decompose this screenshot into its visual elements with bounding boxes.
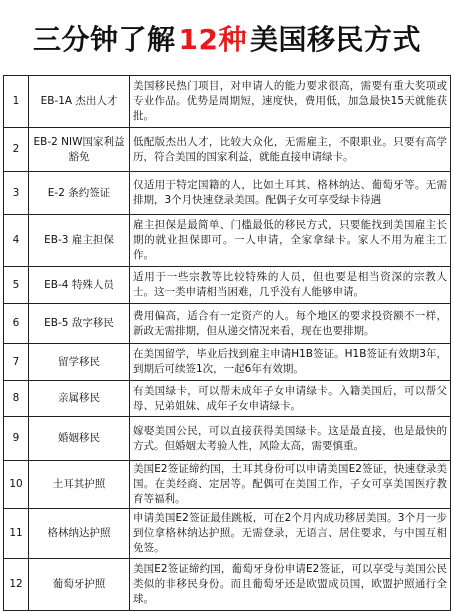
table-row <box>4 76 451 128</box>
table-row <box>4 304 451 344</box>
method-description: 费用偏高，适合有一定资产的人。每个地区的要求投资额不一样，新政无需排期，但从递交情况来看，现在也要排期。 <box>130 304 451 344</box>
table-row <box>4 172 451 215</box>
method-name: EB-4 特殊人员 <box>29 267 130 304</box>
row-number: 11 <box>4 509 29 559</box>
title-prefix: 三分钟了解 <box>33 22 176 56</box>
method-description: 美国移民热门项目，对申请人的能力要求很高，需要有重大奖项或专业作品。优势是周期短，速度快，费用低，加急最快15天就能获批。 <box>130 76 451 128</box>
table-row <box>4 461 451 509</box>
method-description: 低配版杰出人才，比较大众化，无需雇主，不限职业。只要有高学历，符合美国的国家利益，就能直接申请绿卡。 <box>130 128 451 172</box>
method-description: 仅适用于特定国籍的人，比如土耳其、格林纳达、葡萄牙等。无需排期，3个月快速登录美国。配偶子女可享受绿卡待遇 <box>130 172 451 215</box>
table-row <box>4 344 451 381</box>
method-name: E-2 条约签证 <box>29 172 130 215</box>
row-number: 6 <box>4 304 29 344</box>
row-number: 4 <box>4 215 29 267</box>
row-number: 1 <box>4 76 29 128</box>
method-description: 美国E2签证缔约国，葡萄牙身份申请E2签证，可以享受与美国公民类似的非移民身份。而且葡萄牙还是欧盟成员国，欧盟护照通行全球。 <box>130 559 451 611</box>
row-number: 5 <box>4 267 29 304</box>
method-name: EB-5 敌字移民 <box>29 304 130 344</box>
immigration-methods-table <box>3 75 451 611</box>
table-row <box>4 215 451 267</box>
row-number: 12 <box>4 559 29 611</box>
table-row <box>4 559 451 611</box>
method-name: 婚姻移民 <box>29 417 130 461</box>
method-description: 美国E2签证缔约国，土耳其身份可以申请美国E2签证，快速登录美国。在美经商、定居等。配偶可在美国工作，子女可享美国医疗教育等福利。 <box>130 461 451 509</box>
method-name: 土耳其护照 <box>29 461 130 509</box>
method-description: 嫁娶美国公民，可以直接获得美国绿卡。这是最直接，也是最快的方式。但婚姻太考验人性，风险太高，需要慎重。 <box>130 417 451 461</box>
row-number: 9 <box>4 417 29 461</box>
table-row <box>4 417 451 461</box>
method-description: 适用于一些宗教等比较特殊的人员，但也要是相当资深的宗教人士。这一类申请相当困难，几乎没有人能够申请。 <box>130 267 451 304</box>
table-row <box>4 381 451 417</box>
method-name: 亲属移民 <box>29 381 130 417</box>
method-name: EB-3 雇主担保 <box>29 215 130 267</box>
method-description: 申请美国E2签证最佳跳板，可在2个月内成功移居美国。3个月一步到位拿格林纳达护照。无需登录，无语言、居住要求，与中国互相免签。 <box>130 509 451 559</box>
table-row <box>4 128 451 172</box>
method-description: 雇主担保是最简单、门槛最低的移民方式，只要能找到美国雇主长期的就业担保即可。一人申请，全家拿绿卡。家人不用为雇主工作。 <box>130 215 451 267</box>
row-number: 8 <box>4 381 29 417</box>
row-number: 10 <box>4 461 29 509</box>
method-name: EB-2 NIW国家利益豁免 <box>29 128 130 172</box>
method-name: EB-1A 杰出人才 <box>29 76 130 128</box>
row-number: 3 <box>4 172 29 215</box>
title-suffix: 美国移民方式 <box>249 22 421 56</box>
title-highlight: 12种 <box>178 22 247 56</box>
page-title <box>0 0 454 75</box>
method-name: 留学移民 <box>29 344 130 381</box>
method-description: 有美国绿卡，可以帮未成年子女申请绿卡。入籍美国后，可以帮父母、兄弟姐妹、成年子女申请绿卡。 <box>130 381 451 417</box>
method-name: 格林纳达护照 <box>29 509 130 559</box>
method-description: 在美国留学，毕业后找到雇主申请H1B签证。H1B签证有效期3年，到期后可续签1次，一起6年有效期。 <box>130 344 451 381</box>
table-row <box>4 509 451 559</box>
row-number: 2 <box>4 128 29 172</box>
method-name: 葡萄牙护照 <box>29 559 130 611</box>
table-row <box>4 267 451 304</box>
row-number: 7 <box>4 344 29 381</box>
